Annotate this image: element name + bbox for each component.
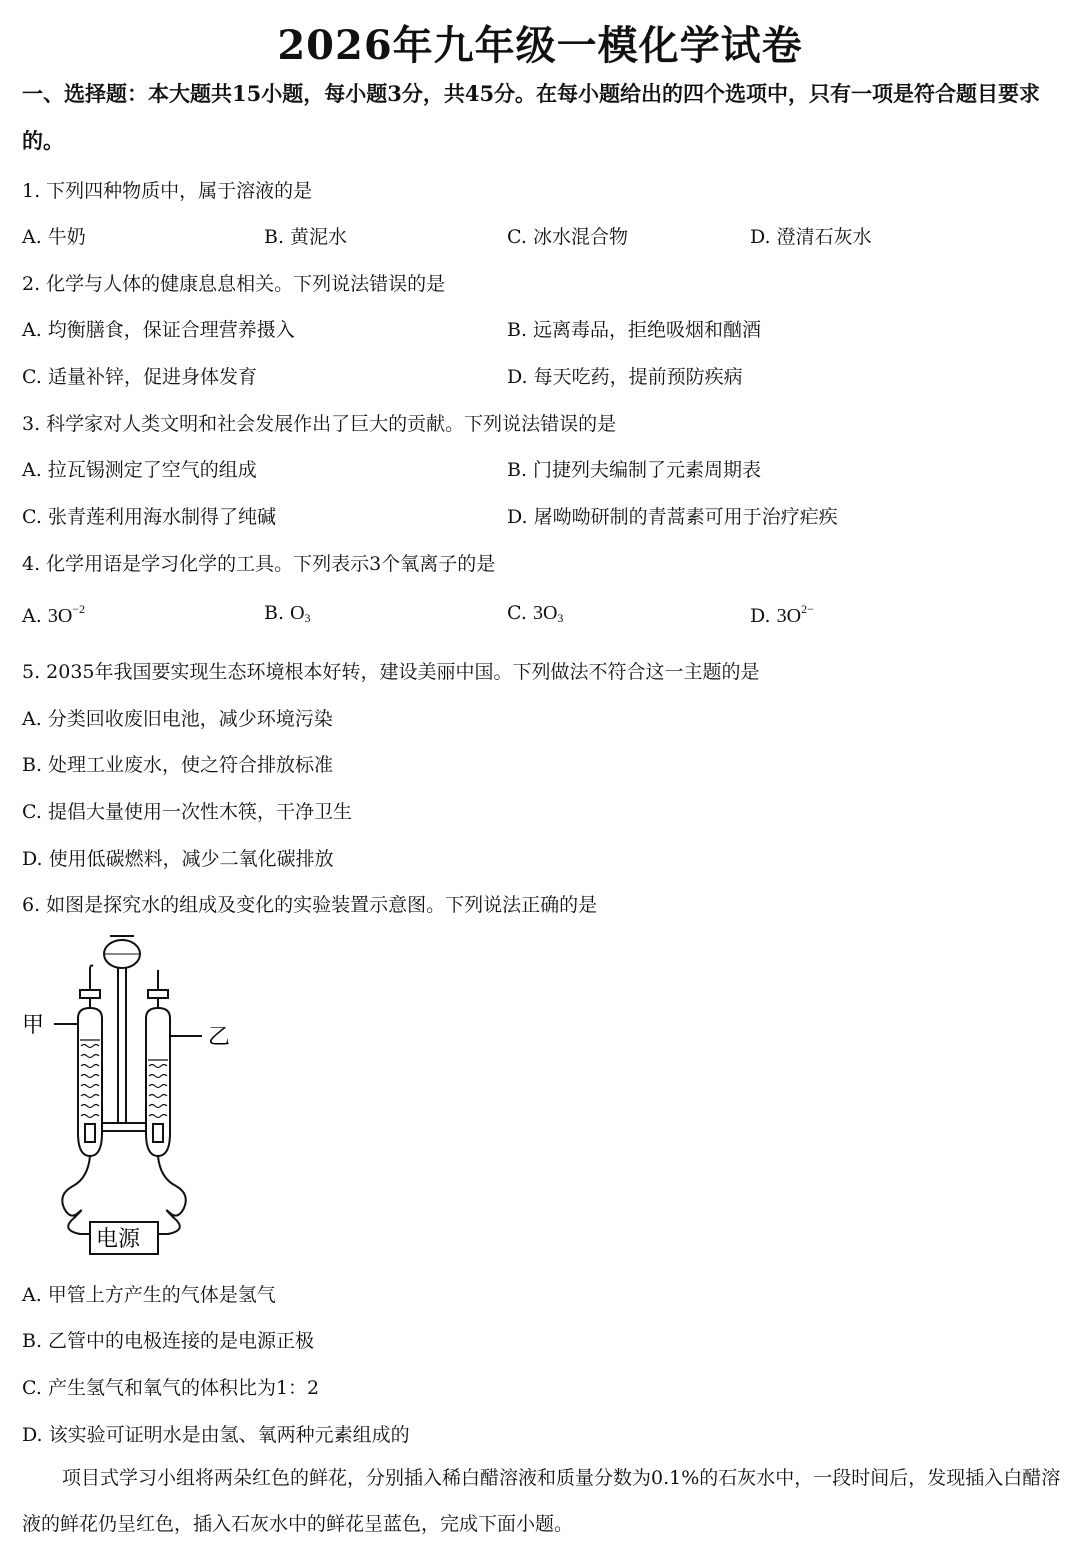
- q2-option-a[interactable]: A. 均衡膳食，保证合理营养摄入: [22, 319, 295, 341]
- q3-option-b[interactable]: B. 门捷列夫编制了元素周期表: [507, 459, 762, 481]
- q4-option-b[interactable]: [264, 602, 311, 626]
- q3-option-a[interactable]: A. 拉瓦锡测定了空气的组成: [22, 459, 257, 481]
- q1-option-b[interactable]: B. 黄泥水: [264, 226, 348, 248]
- section-heading: 一、选择题：本大题共15小题，每小题3分，共45分。在每小题给出的四个选项中，只有一项是符合题目要求的。: [22, 81, 1041, 153]
- context-paragraph: 项目式学习小组将两朵红色的鲜花，分别插入稀白醋溶液和质量分数为0.1%的石灰水中，一段时间后，发现插入白醋溶液的鲜花仍呈红色，插入石灰水中的鲜花呈蓝色，完成下面小题。: [22, 1467, 1061, 1535]
- q5-option-b[interactable]: B. 处理工业废水，使之符合排放标准: [22, 754, 334, 776]
- q5-option-c[interactable]: C. 提倡大量使用一次性木筷，干净卫生: [22, 801, 352, 823]
- q1-option-d[interactable]: D. 澄清石灰水: [750, 226, 872, 248]
- question-6-stem: 6. 如图是探究水的组成及变化的实验装置示意图。下列说法正确的是: [22, 894, 598, 916]
- q4-option-c[interactable]: [507, 602, 563, 626]
- q4-option-d-letter: D.: [750, 605, 771, 627]
- q1-option-c[interactable]: C. 冰水混合物: [507, 226, 628, 248]
- question-4-stem: 4. 化学用语是学习化学的工具。下列表示3个氧离子的是: [22, 553, 496, 575]
- q4-c-symbol: 3O: [532, 602, 558, 624]
- question-5-stem: 5. 2035年我国要实现生态环境根本好转，建设美丽中国。下列做法不符合这一主题的是: [22, 661, 760, 683]
- q4-option-a-formula: [47, 602, 86, 627]
- q4-option-d[interactable]: [750, 602, 814, 628]
- q2-option-b[interactable]: B. 远离毒品，拒绝吸烟和酗酒: [507, 319, 762, 341]
- page-title: 2026年九年级一模化学试卷: [277, 22, 803, 69]
- q4-option-c-letter: C.: [507, 602, 527, 624]
- q2-option-c[interactable]: C. 适量补锌，促进身体发育: [22, 366, 257, 388]
- q4-b-subscript: 3: [304, 611, 311, 625]
- q4-a-charge: −2: [72, 602, 86, 616]
- electrolysis-apparatus-diagram: [18, 928, 248, 1263]
- question-3-stem: 3. 科学家对人类文明和社会发展作出了巨大的贡献。下列说法错误的是: [22, 413, 617, 435]
- q1-option-a[interactable]: A. 牛奶: [22, 226, 86, 248]
- q3-option-c[interactable]: C. 张青莲利用海水制得了纯碱: [22, 506, 276, 528]
- q4-option-a[interactable]: [22, 602, 85, 628]
- label-jia: 甲: [22, 1013, 45, 1038]
- q4-d-charge: 2−: [801, 602, 814, 616]
- q4-option-b-formula: [290, 602, 310, 624]
- q4-option-d-formula: [776, 602, 814, 627]
- right-wire: [158, 1156, 186, 1234]
- q4-d-symbol: 3O: [776, 605, 802, 627]
- q4-b-symbol: O: [290, 602, 305, 624]
- q6-option-d[interactable]: D. 该实验可证明水是由氢、氧两种元素组成的: [22, 1424, 410, 1446]
- label-yi: 乙: [208, 1025, 231, 1050]
- question-2-stem: 2. 化学与人体的健康息息相关。下列说法错误的是: [22, 273, 446, 295]
- question-1-stem: 1. 下列四种物质中，属于溶液的是: [22, 180, 313, 202]
- q4-option-a-letter: A.: [22, 605, 42, 627]
- q6-option-b[interactable]: B. 乙管中的电极连接的是电源正极: [22, 1330, 315, 1352]
- q5-option-d[interactable]: D. 使用低碳燃料，减少二氧化碳排放: [22, 848, 334, 870]
- left-wire: [62, 1156, 90, 1234]
- q4-a-symbol: 3O: [47, 605, 73, 627]
- q4-option-c-formula: [533, 602, 563, 624]
- q4-option-b-letter: B.: [264, 602, 285, 624]
- q4-c-subscript: 3: [557, 611, 564, 625]
- q6-option-a[interactable]: A. 甲管上方产生的气体是氢气: [22, 1284, 276, 1306]
- label-power: 电源: [96, 1227, 141, 1252]
- q3-option-d[interactable]: D. 屠呦呦研制的青蒿素可用于治疗疟疾: [507, 506, 838, 528]
- q2-option-d[interactable]: D. 每天吃药，提前预防疾病: [507, 366, 743, 388]
- q6-option-c[interactable]: C. 产生氢气和氧气的体积比为1：2: [22, 1377, 320, 1399]
- q5-option-a[interactable]: A. 分类回收废旧电池，减少环境污染: [22, 708, 333, 730]
